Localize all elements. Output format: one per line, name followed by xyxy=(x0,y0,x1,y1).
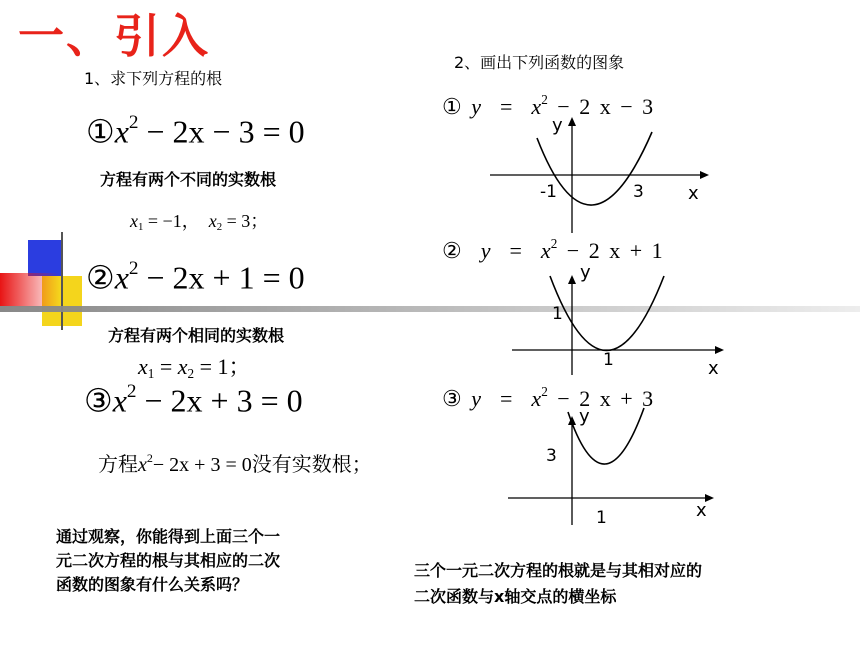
equation-2: $②x^2 - 2x + 1 = 0$ xyxy=(86,258,305,296)
page-title: 一、引入 xyxy=(18,9,210,63)
graph2-tick-x: 1 xyxy=(603,350,614,370)
graph3-y-label: y xyxy=(579,406,590,427)
graph-2 xyxy=(512,275,724,375)
result-2-roots: $x_1 = x_2 = 1$； xyxy=(138,354,251,381)
graph1-x-label: x xyxy=(688,183,699,204)
eq1-number: ① xyxy=(86,113,115,150)
result-1-roots: $x_1 = -1$， $x_2 = 3$； xyxy=(130,211,269,234)
graph-3 xyxy=(508,408,714,525)
graph2-parabola xyxy=(550,276,664,351)
graph2-tick-y: 1 xyxy=(552,304,563,324)
result-2-text: 方程有两个相同的实数根 xyxy=(108,326,285,345)
graph1-tick-pos: 3 xyxy=(633,182,644,202)
eq2-number: ② xyxy=(86,259,115,296)
result-1-text: 方程有两个不同的实数根 xyxy=(100,170,277,189)
graph3-tick-x: 1 xyxy=(596,508,607,528)
eq3-number: ③ xyxy=(84,382,113,419)
left-heading: 1、求下列方程的根 xyxy=(84,69,223,88)
graph2-y-label: y xyxy=(580,262,591,283)
deco-blue-square xyxy=(28,240,62,276)
deco-red-bar xyxy=(0,273,60,307)
corner-decoration xyxy=(0,232,82,330)
equation-1: $①x^2 - 2x - 3 = 0$ xyxy=(86,112,305,150)
function-3: ③ $y = x^2 - 2$ x + 3 xyxy=(442,384,654,411)
conclusion-text: 三个一元二次方程的根就是与其相对应的 二次函数与x轴交点的横坐标 xyxy=(414,561,703,606)
graph3-x-label: x xyxy=(696,500,707,521)
question-text: 通过观察，你能得到上面三个一 元二次方程的根与其相应的二次 函数的图象有什么关系吗？ xyxy=(56,527,281,594)
graph3-tick-y: 3 xyxy=(546,446,557,466)
graph-1 xyxy=(490,117,709,233)
equation-3: $③x^2 - 2x + 3 = 0$ xyxy=(84,381,303,419)
result-3: 方程$x^2- 2x + 3 = 0$没有实数根； xyxy=(98,451,372,476)
divider-line xyxy=(0,306,860,312)
function-2: ② $y = x^2 - 2$ x + 1 xyxy=(442,236,663,263)
function-1: ① $y = x^2 - 2$ x − 3 xyxy=(442,92,654,119)
graph2-x-label: x xyxy=(708,358,719,379)
graph1-y-label: y xyxy=(552,115,563,136)
right-heading: 2、画出下列函数的图象 xyxy=(454,53,625,72)
graph1-tick-neg: -1 xyxy=(540,182,557,202)
